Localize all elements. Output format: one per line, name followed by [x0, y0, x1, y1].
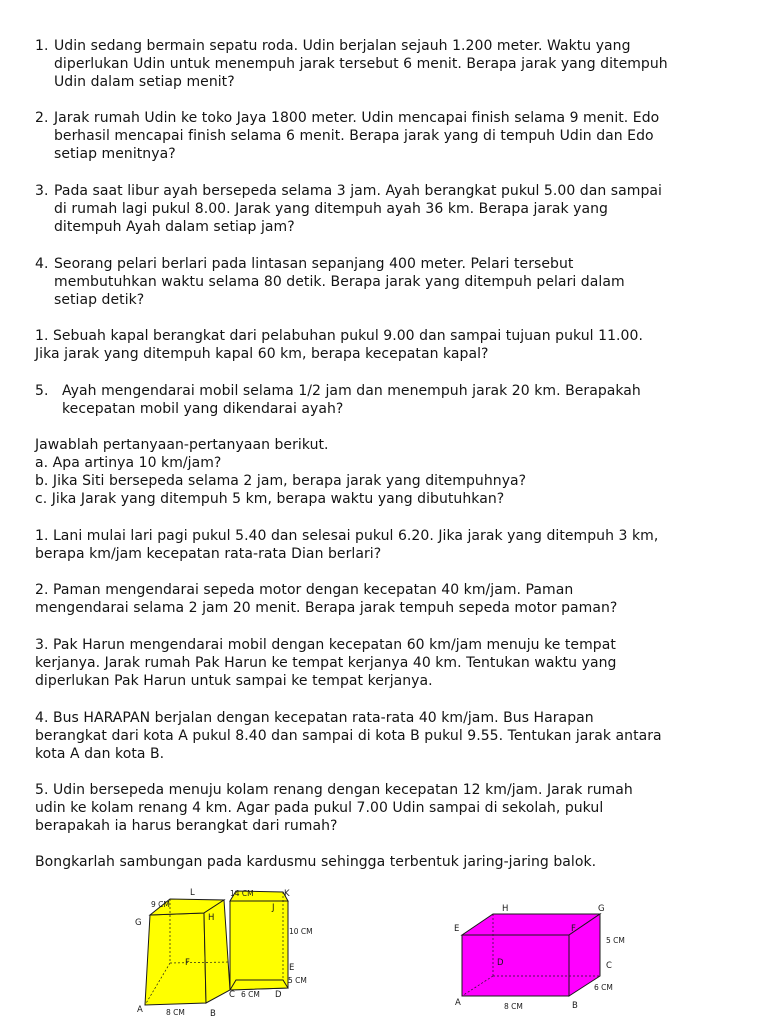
problem-3-line-3: ditempuh Ayah dalam setiap jam? — [54, 219, 295, 235]
problem-1-line-3: Udin dalam setiap menit? — [54, 74, 235, 90]
magenta-box-diagram — [450, 895, 640, 1020]
problem-2-line-2: berhasil mencapai finish selama 6 menit. Berapa jarak yang di tempuh Udin dan Edo — [54, 128, 654, 144]
net-instruction: Bongkarlah sambungan pada kardusmu sehingga terbentuk jaring-jaring balok. — [35, 854, 597, 870]
problem-b5-line-3: berapakah ia harus berangkat dari rumah? — [35, 818, 338, 834]
label-5cm: 5 CM — [288, 976, 307, 985]
yellow-box-diagram — [130, 885, 320, 1020]
problem-3-number: 3. — [35, 183, 49, 199]
label-6cm: 6 CM — [241, 990, 260, 999]
vertex-e-right: E — [454, 924, 460, 934]
vertex-c: C — [229, 990, 235, 1000]
problem-b3-line-2: kerjanya. Jarak rumah Pak Harun ke tempat kerjanya 40 km. Tentukan waktu yang — [35, 655, 617, 671]
label-5cm-right: 5 CM — [606, 936, 625, 945]
vertex-h-right: H — [502, 904, 509, 914]
problem-4-line-3: setiap detik? — [54, 292, 145, 308]
problem-4-line-1: Seorang pelari berlari pada lintasan sepanjang 400 meter. Pelari tersebut — [54, 256, 574, 272]
problem-2-line-1: Jarak rumah Udin ke toko Jaya 1800 meter. Udin mencapai finish selama 9 menit. Edo — [54, 110, 660, 126]
problem-b2-line-2: mengendarai selama 2 jam 20 menit. Berapa jarak tempuh sepeda motor paman? — [35, 600, 618, 616]
vertex-f: F — [185, 958, 190, 968]
problem-2-number: 2. — [35, 110, 49, 126]
problem-4-line-2: membutuhkan waktu selama 80 detik. Berapa jarak yang ditempuh pelari dalam — [54, 274, 625, 290]
vertex-h: H — [208, 913, 215, 923]
problem-b4-line-1: 4. Bus HARAPAN berjalan dengan kecepatan rata-rata 40 km/jam. Bus Harapan — [35, 710, 594, 726]
vertex-b: B — [210, 1009, 216, 1019]
problem-3-line-1: Pada saat libur ayah bersepeda selama 3 jam. Ayah berangkat pukul 5.00 dan sampai — [54, 183, 662, 199]
vertex-d: D — [275, 990, 282, 1000]
label-6cm-right: 6 CM — [594, 983, 613, 992]
vertex-a: A — [137, 1005, 143, 1015]
problem-b5-line-2: udin ke kolam renang 4 km. Agar pada pukul 7.00 Udin sampai di sekolah, pukul — [35, 800, 604, 816]
vertex-j: J — [272, 903, 275, 913]
vertex-f-right: F — [571, 924, 576, 934]
problem-1-number: 1. — [35, 38, 49, 54]
problem-mobil-line-1: Ayah mengendarai mobil selama 1/2 jam dan menempuh jarak 20 km. Berapakah — [62, 383, 641, 399]
problem-2-line-3: setiap menitnya? — [54, 146, 176, 162]
problem-b2-line-1: 2. Paman mengendarai sepeda motor dengan kecepatan 40 km/jam. Paman — [35, 582, 574, 598]
problem-b1-line-2: berapa km/jam kecepatan rata-rata Dian berlari? — [35, 546, 382, 562]
vertex-g-right: G — [598, 904, 605, 914]
question-a: a. Apa artinya 10 km/jam? — [35, 455, 222, 471]
problem-mobil-line-2: kecepatan mobil yang dikendarai ayah? — [62, 401, 344, 417]
questions-heading: Jawablah pertanyaan-pertanyaan berikut. — [35, 437, 329, 453]
vertex-e: E — [289, 963, 295, 973]
problem-b4-line-2: berangkat dari kota A pukul 8.40 dan sampai di kota B pukul 9.55. Tentukan jarak antara — [35, 728, 662, 744]
vertex-l: L — [190, 888, 195, 898]
problem-1-line-1: Udin sedang bermain sepatu roda. Udin berjalan sejauh 1.200 meter. Waktu yang — [54, 38, 631, 54]
label-8cm: 8 CM — [166, 1008, 185, 1017]
problem-b5-line-1: 5. Udin bersepeda menuju kolam renang dengan kecepatan 12 km/jam. Jarak rumah — [35, 782, 633, 798]
problem-b3-line-1: 3. Pak Harun mengendarai mobil dengan kecepatan 60 km/jam menuju ke tempat — [35, 637, 616, 653]
problem-b3-line-3: diperlukan Pak Harun untuk sampai ke tempat kerjanya. — [35, 673, 433, 689]
vertex-d-right: D — [497, 958, 504, 968]
vertex-a-right: A — [455, 998, 461, 1008]
problem-mobil-number: 5. — [35, 383, 49, 399]
question-b: b. Jika Siti bersepeda selama 2 jam, berapa jarak yang ditempuhnya? — [35, 473, 527, 489]
problem-b4-line-3: kota A dan kota B. — [35, 746, 165, 762]
problem-kapal-line-2: Jika jarak yang ditempuh kapal 60 km, berapa kecepatan kapal? — [35, 346, 489, 362]
label-8cm-right: 8 CM — [504, 1002, 523, 1011]
problem-b1-line-1: 1. Lani mulai lari pagi pukul 5.40 dan selesai pukul 6.20. Jika jarak yang ditempuh 3 km, — [35, 528, 659, 544]
question-c: c. Jika Jarak yang ditempuh 5 km, berapa waktu yang dibutuhkan? — [35, 491, 505, 507]
yellow-box-figure — [130, 885, 320, 1020]
label-9cm: 9 CM — [151, 900, 170, 909]
problem-4-number: 4. — [35, 256, 49, 272]
label-14cm: 14 CM — [230, 889, 254, 898]
vertex-k: K — [284, 889, 290, 899]
vertex-c-right: C — [606, 961, 612, 971]
magenta-box-faces — [462, 914, 600, 996]
magenta-box-figure — [450, 895, 640, 1020]
problem-kapal-line-1: 1. Sebuah kapal berangkat dari pelabuhan pukul 9.00 dan sampai tujuan pukul 11.00. — [35, 328, 643, 344]
label-10cm: 10 CM — [289, 927, 313, 936]
problem-1-line-2: diperlukan Udin untuk menempuh jarak tersebut 6 menit. Berapa jarak yang ditempuh — [54, 56, 668, 72]
vertex-b-right: B — [572, 1001, 578, 1011]
vertex-g: G — [135, 918, 142, 928]
problem-3-line-2: di rumah lagi pukul 8.00. Jarak yang ditempuh ayah 36 km. Berapa jarak yang — [54, 201, 608, 217]
